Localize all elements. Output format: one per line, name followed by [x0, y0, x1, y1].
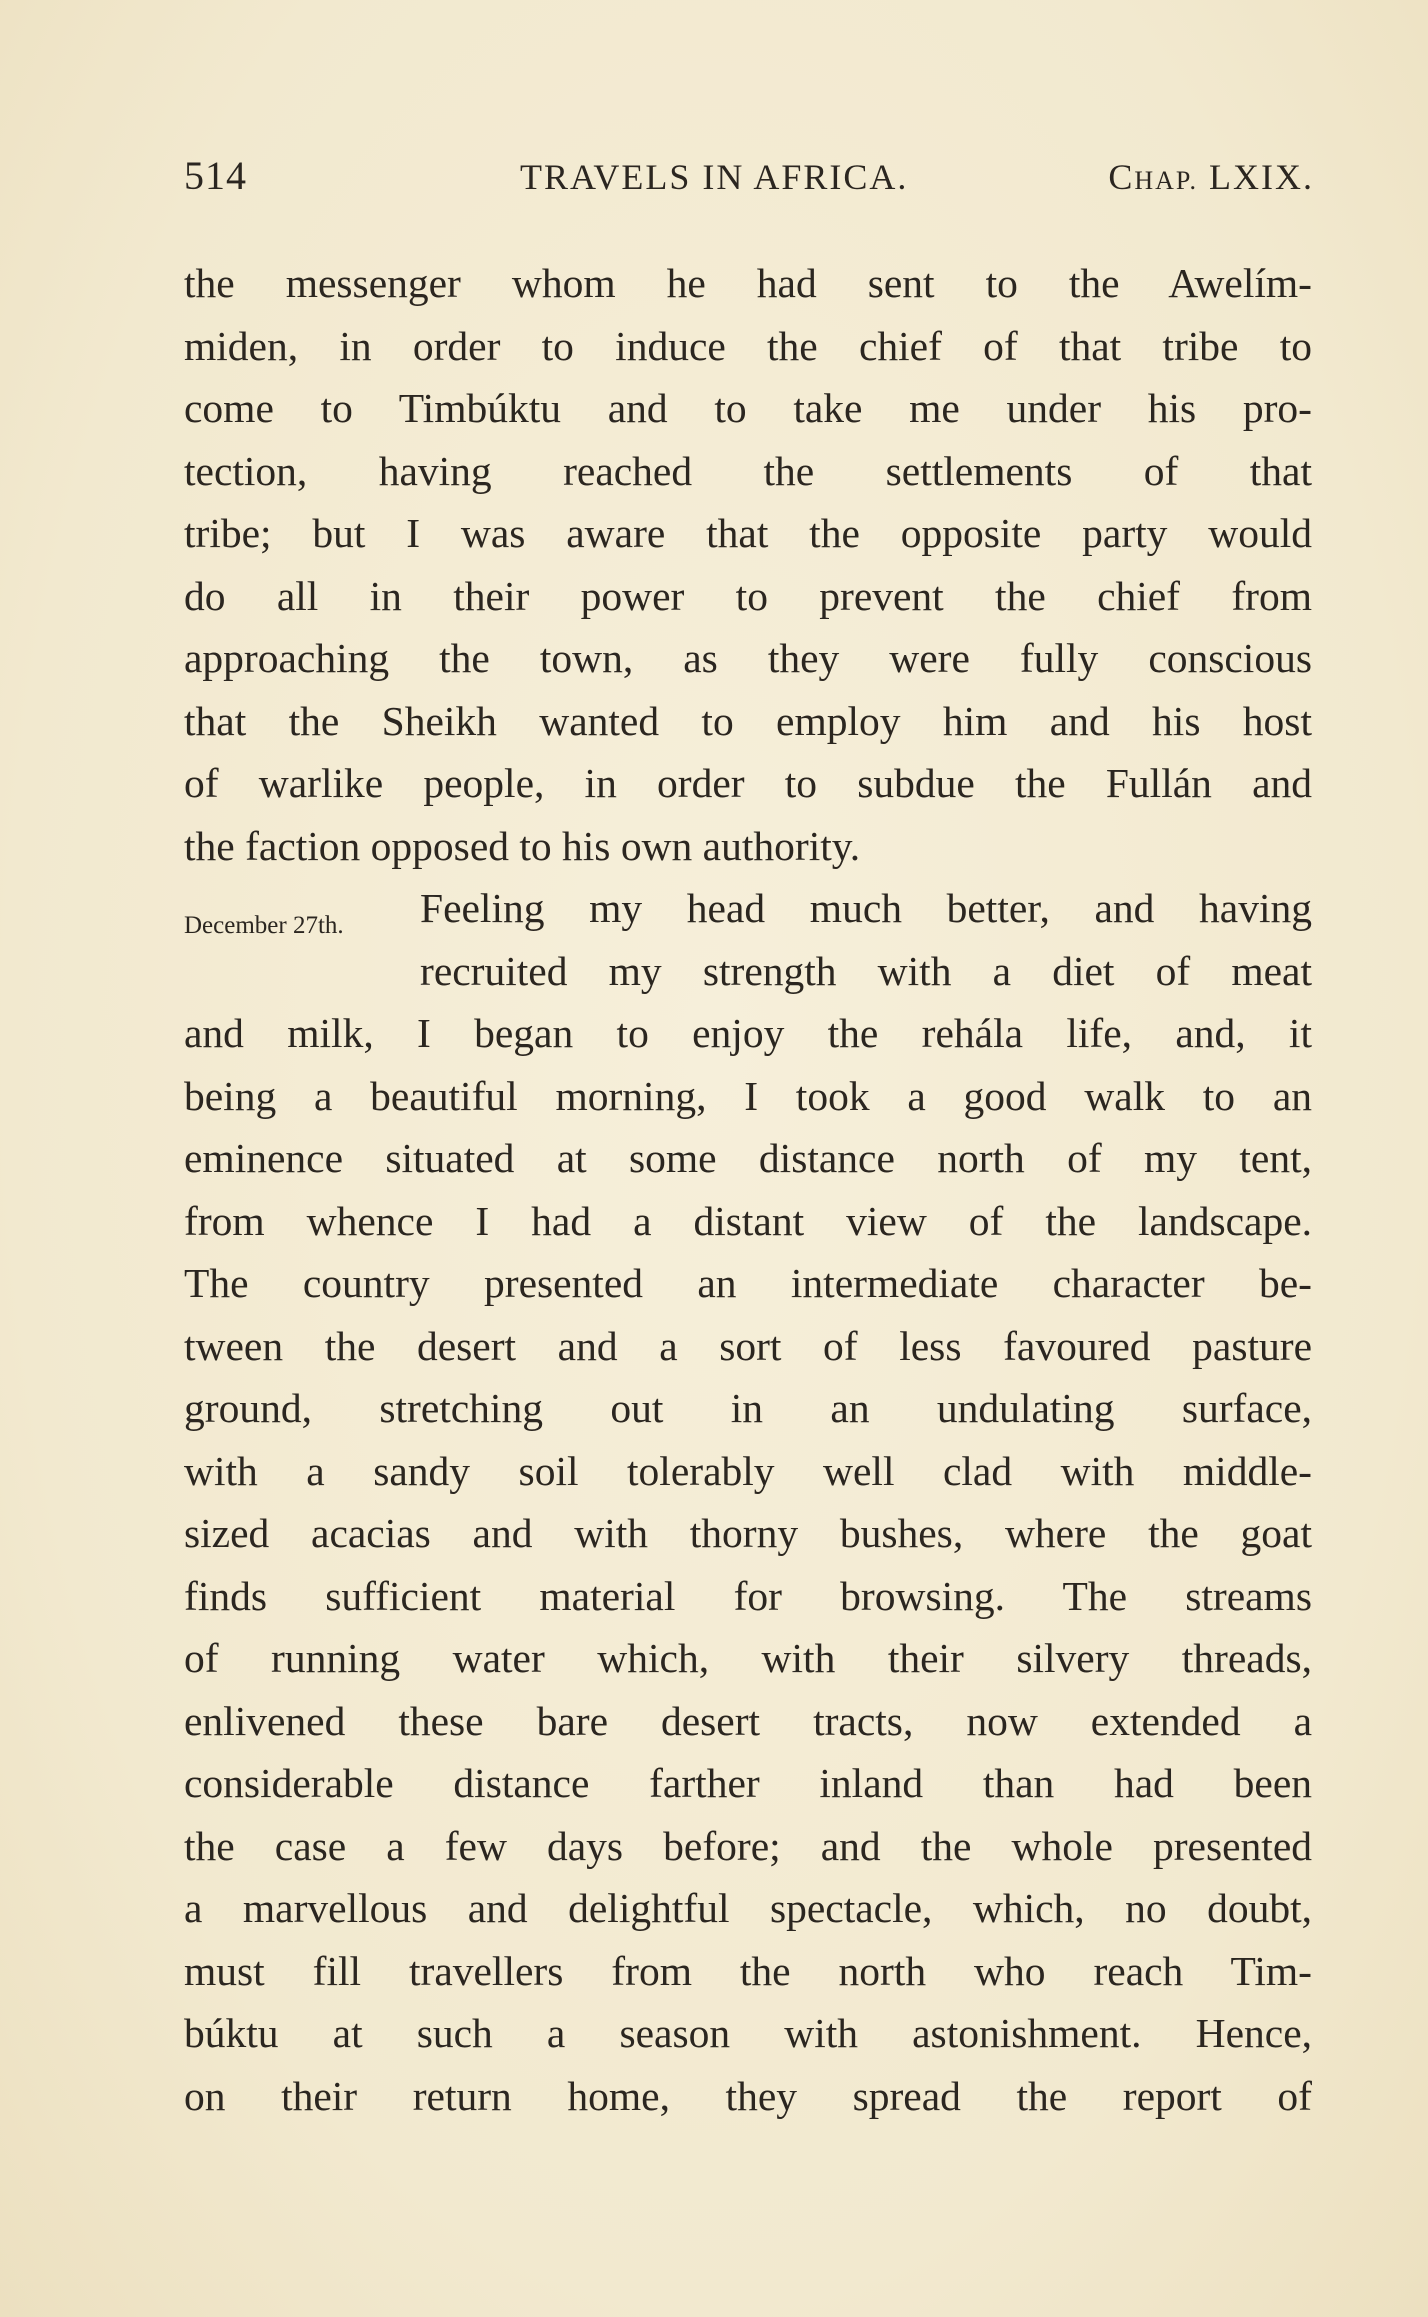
text-line: búktu at such a season with astonishment. Hence, — [184, 2010, 1312, 2056]
text-line: ground, stretching out in an undulating surface, — [184, 1385, 1312, 1431]
text-line: of running water which, with their silvery threads, — [184, 1635, 1312, 1681]
text-line: must fill travellers from the north who reach Tim- — [184, 1947, 1312, 1994]
text-line: a marvellous and delightful spectacle, which, no doubt, — [184, 1885, 1312, 1931]
text-line: the faction opposed to his own authority. — [184, 822, 861, 869]
text-line: with a sandy soil tolerably well clad with middle- — [184, 1447, 1312, 1494]
text-line: come to Timbúktu and to take me under his pro- — [184, 385, 1312, 431]
text-line: and milk, I began to enjoy the rehála life, and, it — [184, 1010, 1312, 1056]
text-line: sized acacias and with thorny bushes, where the goat — [184, 1510, 1312, 1556]
page-header — [184, 152, 1314, 212]
text-line: from whence I had a distant view of the landscape. — [184, 1197, 1312, 1244]
body-text — [184, 252, 1312, 2127]
chapter-heading — [1108, 156, 1314, 198]
text-line: being a beautiful morning, I took a good walk to an — [184, 1072, 1312, 1119]
text-line: of warlike people, in order to subdue the Fullán and — [184, 760, 1312, 806]
chapter-prefix: C — [1108, 157, 1135, 197]
text-line: the messenger whom he had sent to the Awelím- — [184, 260, 1312, 306]
margin-date-note: December 27th. — [184, 912, 344, 939]
text-line: the case a few days before; and the whole presented — [184, 1822, 1312, 1869]
text-line: do all in their power to prevent the chief from — [184, 572, 1312, 619]
text-line: that the Sheikh wanted to employ him and his host — [184, 697, 1312, 744]
chapter-smallcaps: HAP. — [1134, 166, 1199, 195]
text-line: Feeling my head much better, and having — [420, 885, 1312, 931]
text-line: enlivened these bare desert tracts, now extended a — [184, 1697, 1312, 1744]
running-title: TRAVELS IN AFRICA. — [520, 157, 909, 197]
text-line: miden, in order to induce the chief of that tribe to — [184, 322, 1312, 369]
text-line: considerable distance farther inland than had been — [184, 1760, 1312, 1806]
chapter-number: LXIX. — [1209, 157, 1314, 197]
text-line: tween the desert and a sort of less favoured pasture — [184, 1322, 1312, 1369]
text-line: The country presented an intermediate character be- — [184, 1260, 1312, 1306]
text-line: tection, having reached the settlements of that — [184, 447, 1312, 494]
text-line: approaching the town, as they were fully conscious — [184, 635, 1312, 681]
text-line: on their return home, they spread the report of — [184, 2072, 1312, 2119]
text-line: finds sufficient material for browsing. The streams — [184, 1572, 1312, 1619]
page-number: 514 — [184, 153, 247, 198]
text-line: tribe; but I was aware that the opposite party would — [184, 510, 1312, 556]
text-line: recruited my strength with a diet of meat — [420, 947, 1312, 994]
text-line: eminence situated at some distance north of my tent, — [184, 1135, 1312, 1181]
